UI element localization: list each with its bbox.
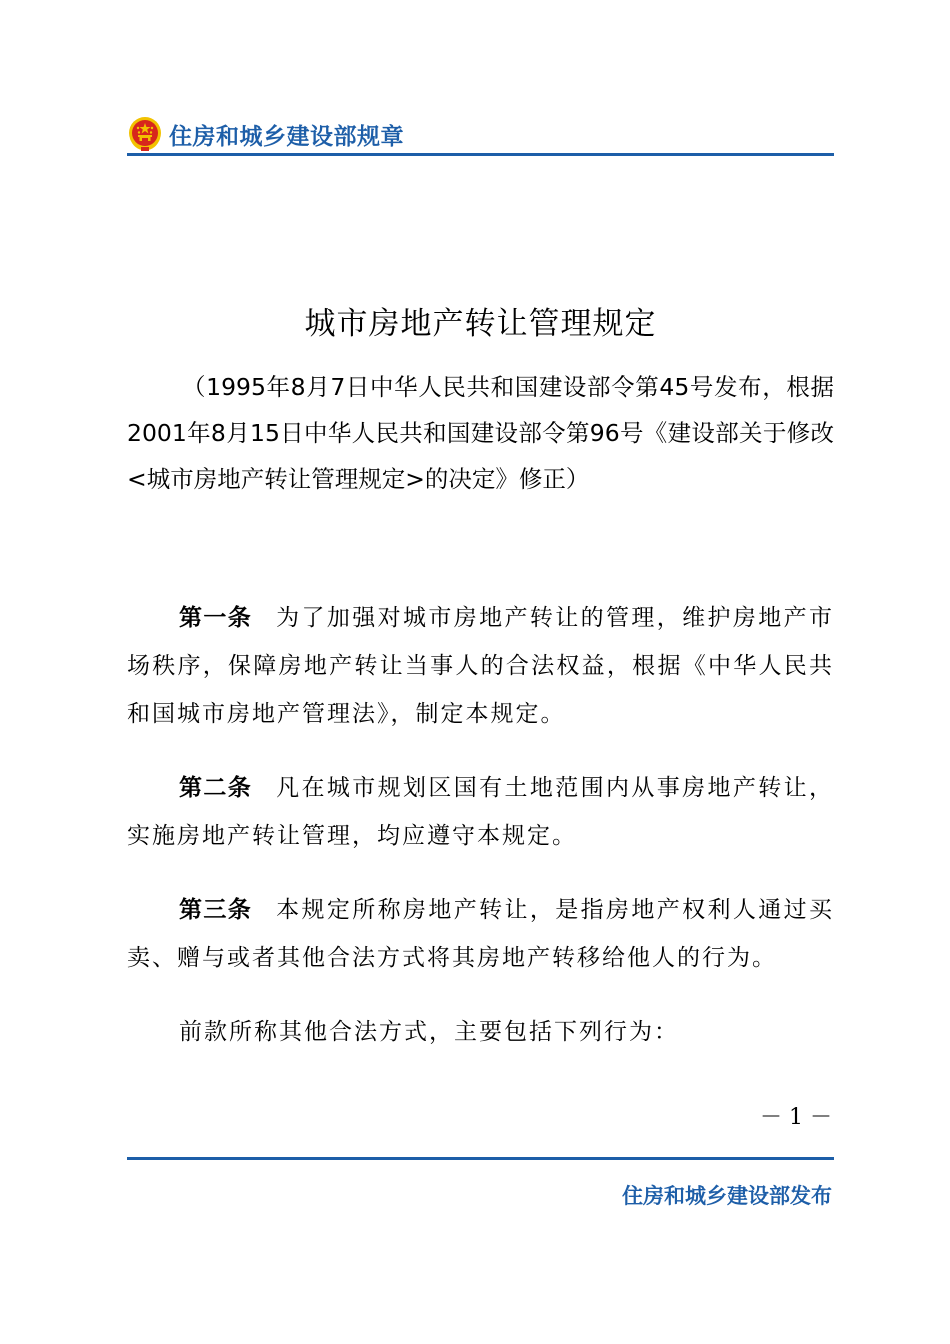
header-divider [127, 153, 834, 156]
article-1 [127, 594, 834, 738]
article-text: 为了加强对城市房地产转让的管理，维护房地产市场秩序，保障房地产转让当事人的合法权益，根据《中华人民共和国城市房地产管理法》，制定本规定。 [127, 605, 834, 727]
national-emblem-icon [127, 116, 163, 152]
page-header [127, 114, 834, 156]
document-subtitle: （1995年8月7日中华人民共和国建设部令第45号发布，根据2001年8月15日中华人民共和国建设部令第96号《建设部关于修改<城市房地产转让管理规定>的决定》修正） [127, 373, 834, 493]
article-3 [127, 886, 834, 982]
footer-divider [127, 1157, 834, 1160]
article-number: 第三条 [179, 897, 253, 923]
header-title: 住房和城乡建设部规章 [169, 124, 404, 150]
document-title: 城市房地产转让管理规定 [304, 306, 657, 342]
article-text: 本规定所称房地产转让，是指房地产权利人通过买卖、赠与或者其他合法方式将其房地产转移给他人的行为。 [127, 897, 834, 971]
footer-publisher: 住房和城乡建设部发布 [622, 1184, 832, 1208]
article-number: 第一条 [179, 605, 253, 631]
article-text: 凡在城市规划区国有土地范围内从事房地产转让，实施房地产转让管理，均应遵守本规定。 [127, 775, 834, 849]
article-number: 第二条 [179, 775, 253, 801]
article-paragraph: 前款所称其他合法方式，主要包括下列行为： [179, 1019, 679, 1045]
article-2 [127, 764, 834, 860]
page-number: － 1 － [760, 1105, 832, 1130]
